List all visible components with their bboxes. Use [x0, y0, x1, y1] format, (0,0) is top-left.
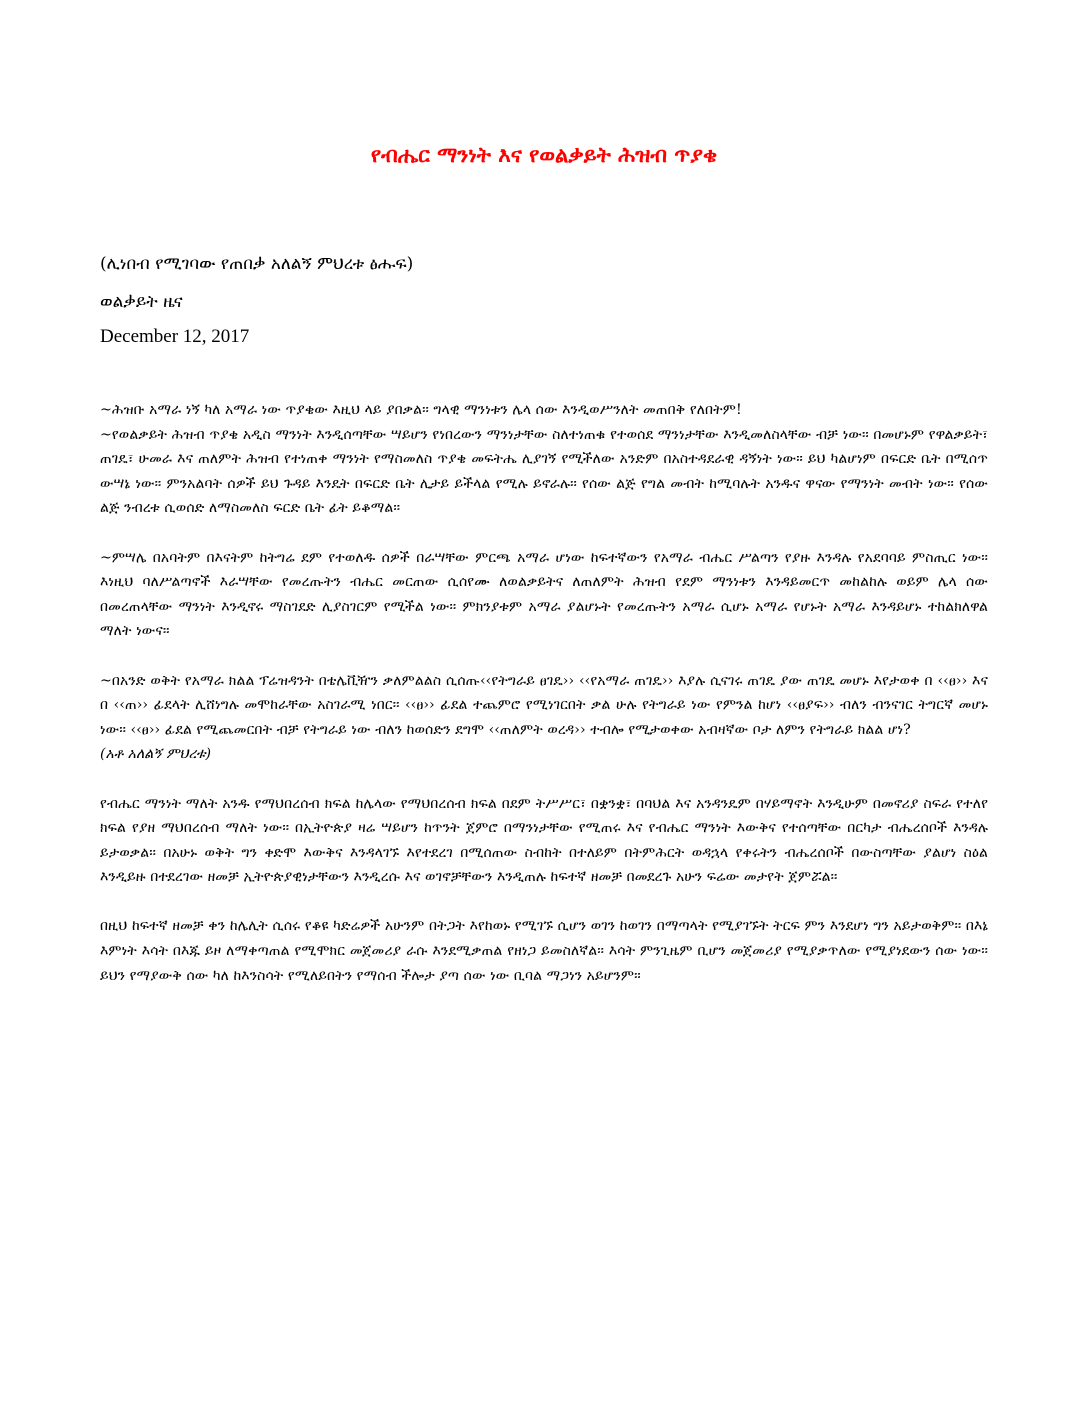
- publication-date: December 12, 2017: [100, 326, 250, 347]
- paragraph-5: የብሔር ማንነት ማለት አንዱ የማህበረሰብ ክፍል ከሌላው የማህበረሰብ ክፍል በደም ትሥሥር፣ በቋንቋ፣ በባህል እና አንዳንዴም በሃይማኖት እንዲሁም በመኖሪያ ስፍራ የተለየ ክፍል የያዘ ማህበረሰብ ማለት ነው፡፡ በኢትዮጵያ ዛሬ ሣይሆን ከጥንት ጀምሮ በማንነታቸው የሚጠሩ እና የብሔር ማንነት እውቅና የተሰጣቸው በርካታ ብሔረሰቦች እንዳሉ ይታወቃል፡፡ በአሁኑ ወቅት ግን ቀድሞ እውቅና እንዳላገኙ እየተደረገ በሚሰጠው ስብከት በተለይም በትምሕርት ወዳኋላ የቀሩትን ብሔረሰቦች በውስጣቸው ያልሆነ ስዕል እንዲይዙ በተደረገው ዘመቻ ኢትዮጵያዊነታቸውን እንዲረሱ እና ወገኖቻቸውን እንዲጠሉ ከፍተኛ ዘመቻ በመደረጉ አሁን ፍሬው መታየት ጀምሯል፡፡: [100, 795, 988, 886]
- paragraph-4: [100, 669, 988, 743]
- article-title: የብሔር ማንነት እና የወልቃይት ሕዝብ ጥያቄ: [370, 142, 718, 167]
- source-note: (ሊነበብ የሚገባው የጠበቃ አለልኝ ምህረቱ ፅሑፍ): [100, 254, 414, 274]
- paragraph-4-text: ~በአንድ ወቅት የአማራ ክልል ፕሬዝዳንት በቴሌቪዥን ቃለምልልስ ሲሰጡ‹‹የትግራይ ፀገዴ›› ‹‹የአማራ ጠገዴ›› እያሉ ሲናገሩ ጠገዴ ያው ጠገዴ መሆኑ እየታወቀ በ ‹‹ፀ›› እና በ ‹‹ጠ›› ፊደላት ሊሸነግሉ መሞከራቸው አስገራሚ ነበር፡፡ ‹‹ፀ›› ፊደል ተጨምሮ የሚነገርበት ቃል ሁሉ የትግራይ ነው የምንል ከሆነ ‹‹ፀያፍ›› ብለን ብንናገር ትግርኛ መሆኑ ነው፡፡ ‹‹ፀ›› ፊደል የሚጨመርበት ብቻ የትግራይ ነው ብለን ከወሰድን ደግሞ ‹‹ጠለምት ወረዳ›› ተብሎ የሚታወቀው አብዛኛው ቦታ ለምን የትግራይ ክልል ሆነ?: [100, 672, 988, 738]
- paragraph-2: ~የወልቃይት ሕዝብ ጥያቄ አዲስ ማንነት እንዲሰጣቸው ሣይሆን የነበረውን ማንነታቸው ስለተነጠቁ የተወሰደ ማንነታቸው እንዲመለስላቸው ብቻ ነው፡፡ በመሆኑም የዋልቃይት፣ ጠገዴ፣ ሁመራ እና ጠለምት ሕዝብ የተነጠቀ ማንነት የማስመለስ ጥያቄ መፍትሔ ሊያገኝ የሚችለው አንድም በአስተዳደራዊ ዳኝነት ነው። ይህ ካልሆነም በፍርድ ቤት በሚሰጥ ውሣኔ ነው፡፡ ምንአልባት ሰዎች ይህ ጉዳይ እንዴት በፍርድ ቤት ሊታይ ይችላል የሚሉ ይኖራሉ፡፡ የሰው ልጅ የግል መብት ከሚባሉት አንዱና ዋናው የማንነት መብት ነው፡፡ የሰው ልጅ ንብረቱ ሲወሰድ ለማስመለስ ፍርድ ቤት ፊት ይቆማል፡፡: [100, 426, 988, 517]
- outlet-name: ወልቃይት ዜና: [100, 292, 183, 312]
- attribution: (አቶ አለልኝ ምህረቱ): [100, 746, 212, 763]
- paragraph-6: በዚህ ከፍተኛ ዘመቻ ቀን ከሌሊት ሲሰሩ የቆዩ ካድሬዎች አሁንም በትጋት እየከወኑ የሚገኙ ሲሆን ወገን ከወገን በማጣላት የሚያገኙት ትርፍ ምን እንደሆነ ግን አይታወቅም፡፡ በእኔ እምነት እሳት በእጁ ይዞ ለማቀጣጠል የሚሞክር መጀመሪያ ራሱ እንደሚቃጠል የዘነጋ ይመስለኛል፡፡ እሳት ምንጊዜም ቢሆን መጀመሪያ የሚያቃጥለው የሚያነደውን ሰው ነው፡፡ ይህን የማያውቅ ሰው ካለ ከእንስሳት የሚለይበትን የማሰብ ችሎታ ያጣ ሰው ነው ቢባል ማጋነን አይሆንም፡፡: [100, 918, 988, 984]
- article-body: [100, 398, 988, 1013]
- paragraph-3: ~ምሣሌ በአባትም በእናትም ከትግሬ ደም የተወለዱ ሰዎች በራሣቸው ምርጫ አማራ ሆነው ከፍተኛውን የአማራ ብሔር ሥልጣን የያዙ እንዳሉ የአደባባይ ምስጢር ነው፡፡ እነዚህ ባለሥልጣኖች እራሣቸው የመረጡትን ብሔር መርጠው ሲሰየሙ ለወልቃይትና ለጠለምት ሕዝብ የደም ማንነቱን እንዳይመርጥ መከልከሉ ወይም ሌላ ሰው በመረጠላቸው ማንነት እንዲኖሩ ማስገደድ ሊያስገርም የሚችል ነው፡፡ ምክንያቱም አማራ ያልሆኑት የመረጡትን አማራ ሲሆኑ አማራ የሆኑት አማራ እንዳይሆኑ ተከልክለዋል ማለት ነውና፡፡: [100, 549, 988, 640]
- paragraph-1: ~ሕዝቡ አማራ ነኝ ካለ አማራ ነው ጥያቄው እዚህ ላይ ያበቃል፡፡ ግላዊ ማንነቱን ሌላ ሰው እንዲወሥንለት መጠበቅ የለበትም!: [100, 402, 742, 418]
